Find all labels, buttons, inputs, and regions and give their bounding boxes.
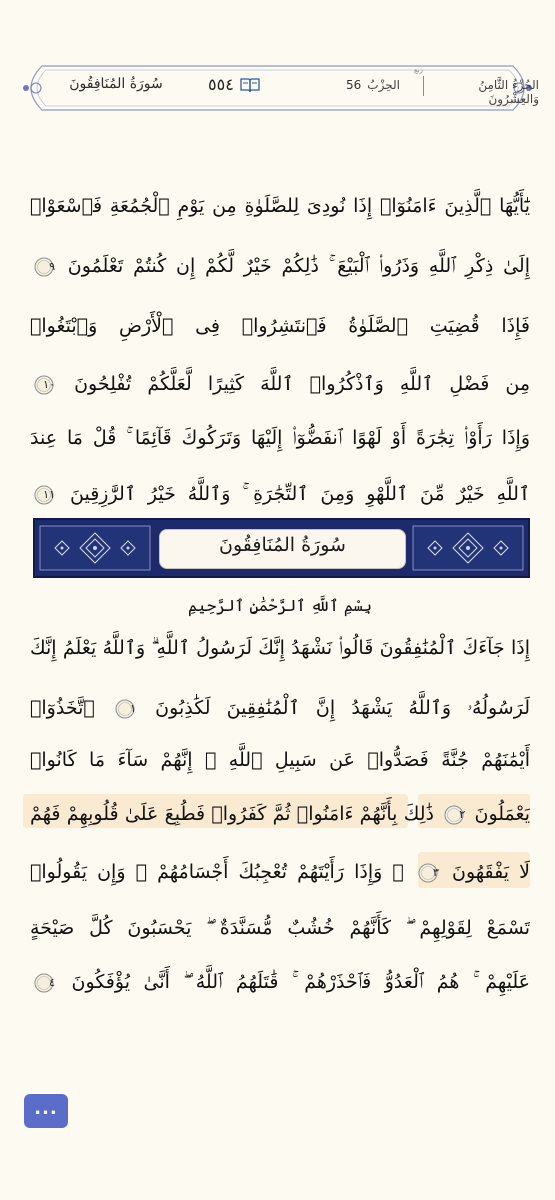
quran-line[interactable] (30, 628, 530, 668)
quran-line[interactable] (30, 418, 530, 458)
ayah-number: ١١ (43, 487, 55, 501)
line-text: ۞ وَإِذَا رَأَيْتَهُمْ تُعْجِبُكَ أَجْسَامُهُمْ ۖ وَإِن يَقُولُوا۟ (30, 861, 404, 883)
line-text: إِلَىٰ ذِكْرِ ٱللَّهِ وَذَرُوا۟ ٱلْبَيْعَ ۚ ذَٰلِكُمْ خَيْرٌ لَّكُمْ إِن كُنتُمْ تَعْلَمُونَ (67, 255, 530, 277)
header-page-number[interactable] (208, 75, 260, 94)
hizb-number: 56 (346, 78, 362, 92)
line-text: إِذَا جَآءَكَ ٱلْمُنَٰفِقُونَ قَالُوا۟ نَشْهَدُ إِنَّكَ لَرَسُولُ ٱللَّهِ ۗ وَٱللَّهُ يَعْلَمُ إِنَّكَ (30, 637, 530, 659)
quran-line[interactable] (30, 364, 530, 404)
line-text: يَعْمَلُونَ (474, 803, 530, 825)
line-text: فَإِذَا قُضِيَتِ ٱلصَّلَوٰةُ فَٱنتَشِرُوا۟ فِى ٱلْأَرْضِ وَٱبْتَغُوا۟ (30, 315, 530, 337)
highlighted-line-text: لَا يَفْقَهُونَ (452, 861, 530, 883)
surah-title-banner (33, 518, 530, 578)
basmala[interactable]: بِسْمِ ٱللَّهِ ٱلرَّحْمَٰنِ ٱلرَّحِيمِ (187, 596, 372, 615)
quran-line[interactable] (30, 962, 530, 1002)
ayah-number: ١ (130, 701, 136, 715)
quran-line[interactable] (30, 474, 530, 514)
quran-line[interactable] (30, 740, 530, 780)
line-text: وَإِذَا رَأَوْا۟ تِجَٰرَةً أَوْ لَهْوًا ٱنفَضُّوٓا۟ إِلَيْهَا وَتَرَكُوكَ قَآئِمًا ۚ قُلْ مَا عِندَ (30, 427, 530, 449)
ayah-number: ٣ (432, 865, 439, 879)
quran-line[interactable] (30, 186, 530, 226)
ayah-number-marker[interactable] (417, 862, 439, 884)
ayah-number-marker[interactable] (33, 256, 55, 278)
rub-label: ربع (414, 66, 424, 74)
line-text: مِن فَضْلِ ٱللَّهِ وَٱذْكُرُوا۟ ٱللَّهَ كَثِيرًا لَّعَلَّكُمْ تُفْلِحُونَ (74, 373, 530, 395)
page-number-text: ٥٥٤ (208, 75, 234, 94)
banner-cartouche (159, 529, 406, 569)
ayah-number-marker[interactable] (443, 804, 465, 826)
header-hizb[interactable] (346, 78, 400, 92)
line-text: ٱتَّخَذُوٓا۟ (30, 697, 95, 719)
quran-line[interactable] (30, 246, 530, 286)
line-text: أَيْمَٰنَهُمْ جُنَّةً فَصَدُّوا۟ عَن سَبِيلِ ٱللَّهِ ۚ إِنَّهُمْ سَآءَ مَا كَانُوا۟ (30, 749, 530, 771)
quran-line[interactable] (30, 306, 530, 346)
book-icon[interactable] (240, 77, 260, 93)
ayah-number: ١٠ (43, 377, 55, 391)
more-options-button[interactable]: ... (24, 1094, 68, 1128)
quran-line[interactable] (30, 852, 530, 892)
ayah-number-marker[interactable] (33, 972, 55, 994)
quran-line[interactable] (30, 688, 530, 728)
ayah-number-marker[interactable] (33, 484, 55, 506)
ayah-number: ٢ (459, 807, 466, 821)
quran-line[interactable] (30, 908, 530, 948)
header-divider (423, 76, 424, 96)
line-text: تَسْمَعْ لِقَوْلِهِمْ ۖ كَأَنَّهُمْ خُشُبٌ مُّسَنَّدَةٌ ۖ يَحْسَبُونَ كُلَّ صَيْحَةٍ (30, 917, 530, 939)
header-juz[interactable]: الجُزْءُ الثَّامِنُ وَالعِشْرُونَ (478, 78, 539, 106)
surah-banner-title: سُورَةُ المُنَافِقُونَ (219, 534, 346, 556)
ayah-number: ٤ (49, 975, 55, 989)
page-header (16, 62, 539, 114)
highlighted-line-text: ذَٰلِكَ بِأَنَّهُمْ ءَامَنُوا۟ ثُمَّ كَفَرُوا۟ فَطُبِعَ عَلَىٰ قُلُوبِهِمْ فَهُمْ (30, 803, 434, 825)
banner-ornament-right-icon (412, 525, 524, 571)
line-text: يَٰٓأَيُّهَا ٱلَّذِينَ ءَامَنُوٓا۟ إِذَا نُودِىَ لِلصَّلَوٰةِ مِن يَوْمِ ٱلْجُمُعَةِ فَٱسْعَوْا۟ (30, 195, 530, 217)
hizb-label: الحِزْبُ (367, 78, 400, 92)
ayah-number-marker[interactable] (33, 374, 55, 396)
line-text: عَلَيْهِمْ ۚ هُمُ ٱلْعَدُوُّ فَٱحْذَرْهُمْ ۚ قَٰتَلَهُمُ ٱللَّهُ ۖ أَنَّىٰ يُؤْفَكُونَ (71, 971, 530, 993)
ayah-number-marker[interactable] (114, 698, 136, 720)
ayah-number: ٩ (49, 259, 55, 273)
quran-line[interactable] (30, 794, 530, 834)
line-text: لَرَسُولُهُۥ وَٱللَّهُ يَشْهَدُ إِنَّ ٱلْمُنَٰفِقِينَ لَكَٰذِبُونَ (155, 697, 530, 719)
line-text: ٱللَّهِ خَيْرٌ مِّنَ ٱللَّهْوِ وَمِنَ ٱلتِّجَٰرَةِ ۚ وَٱللَّهُ خَيْرُ ٱلرَّٰزِقِينَ (70, 483, 530, 505)
header-surah-name[interactable]: سُورَةُ المُنَافِقُونَ (69, 76, 163, 92)
banner-ornament-left-icon (39, 525, 151, 571)
